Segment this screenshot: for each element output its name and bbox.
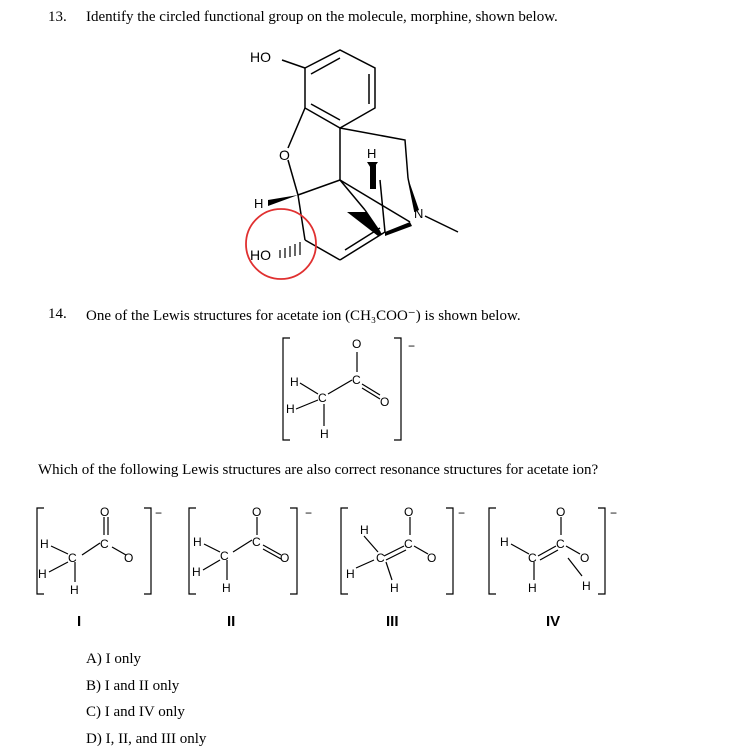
atom-h: H (286, 402, 295, 416)
atom-o: O (124, 551, 134, 565)
label-o-ring: O (279, 147, 290, 163)
atom-c: C (252, 535, 261, 549)
question-13-text: Identify the circled functional group on the molecule, morphine, shown below. (86, 9, 558, 25)
atom-h: H (38, 567, 47, 581)
atom-c: C (376, 551, 385, 565)
atom-h: H (320, 427, 329, 441)
question-14-number: 14. (48, 306, 67, 322)
question-13-number: 13. (48, 9, 67, 25)
atom-o: O (556, 505, 566, 519)
atom-h: H (582, 579, 591, 593)
atom-o: O (427, 551, 437, 565)
atom-o: O (580, 551, 590, 565)
atom-o: O (280, 551, 290, 565)
choice-c[interactable]: C) I and IV only (86, 704, 185, 720)
label-n: N (414, 206, 424, 221)
charge-iv: − (610, 506, 618, 520)
atom-c: C (404, 537, 413, 551)
charge-main: − (408, 339, 416, 353)
atom-h: H (290, 375, 299, 389)
atom-h: H (500, 535, 509, 549)
label-ho-circled: HO (250, 247, 271, 263)
atom-c: C (352, 373, 361, 387)
atom-h: H (346, 567, 355, 581)
atom-h: H (193, 535, 202, 549)
atom-h: H (70, 583, 79, 597)
charge-ii: − (305, 506, 313, 520)
atom-h: H (390, 581, 399, 595)
label-ho-top: HO (250, 49, 271, 65)
charge-i: − (155, 506, 163, 520)
structure-label-iv: IV (546, 613, 561, 630)
structure-label-ii: II (227, 613, 236, 630)
atom-h: H (528, 581, 537, 595)
atom-h: H (222, 581, 231, 595)
atom-c: C (220, 549, 229, 563)
charge-iii: − (458, 506, 466, 520)
atom-c: C (318, 391, 327, 405)
atom-o: O (352, 337, 362, 351)
atom-h: H (360, 523, 369, 537)
structure-label-i: I (77, 613, 82, 630)
label-h-left: H (254, 196, 264, 211)
question-14-text: One of the Lewis structures for acetate ion (CH₃COO⁻) is shown below. (86, 308, 521, 324)
atom-o: O (100, 505, 110, 519)
atom-c: C (100, 537, 109, 551)
structure-label-iii: III (386, 613, 399, 630)
question-14-prompt: Which of the following Lewis structures are also correct resonance structures for acetate ion? (38, 462, 599, 478)
choice-a[interactable]: A) I only (86, 651, 141, 667)
label-h-top: H (367, 146, 377, 161)
atom-h: H (40, 537, 49, 551)
choice-b[interactable]: B) I and II only (86, 678, 180, 694)
atom-o: O (252, 505, 262, 519)
atom-c: C (68, 551, 77, 565)
atom-o: O (380, 395, 390, 409)
atom-o: O (404, 505, 414, 519)
choice-d[interactable]: D) I, II, and III only (86, 731, 207, 747)
atom-c: C (556, 537, 565, 551)
atom-c: C (528, 551, 537, 565)
atom-h: H (192, 565, 201, 579)
